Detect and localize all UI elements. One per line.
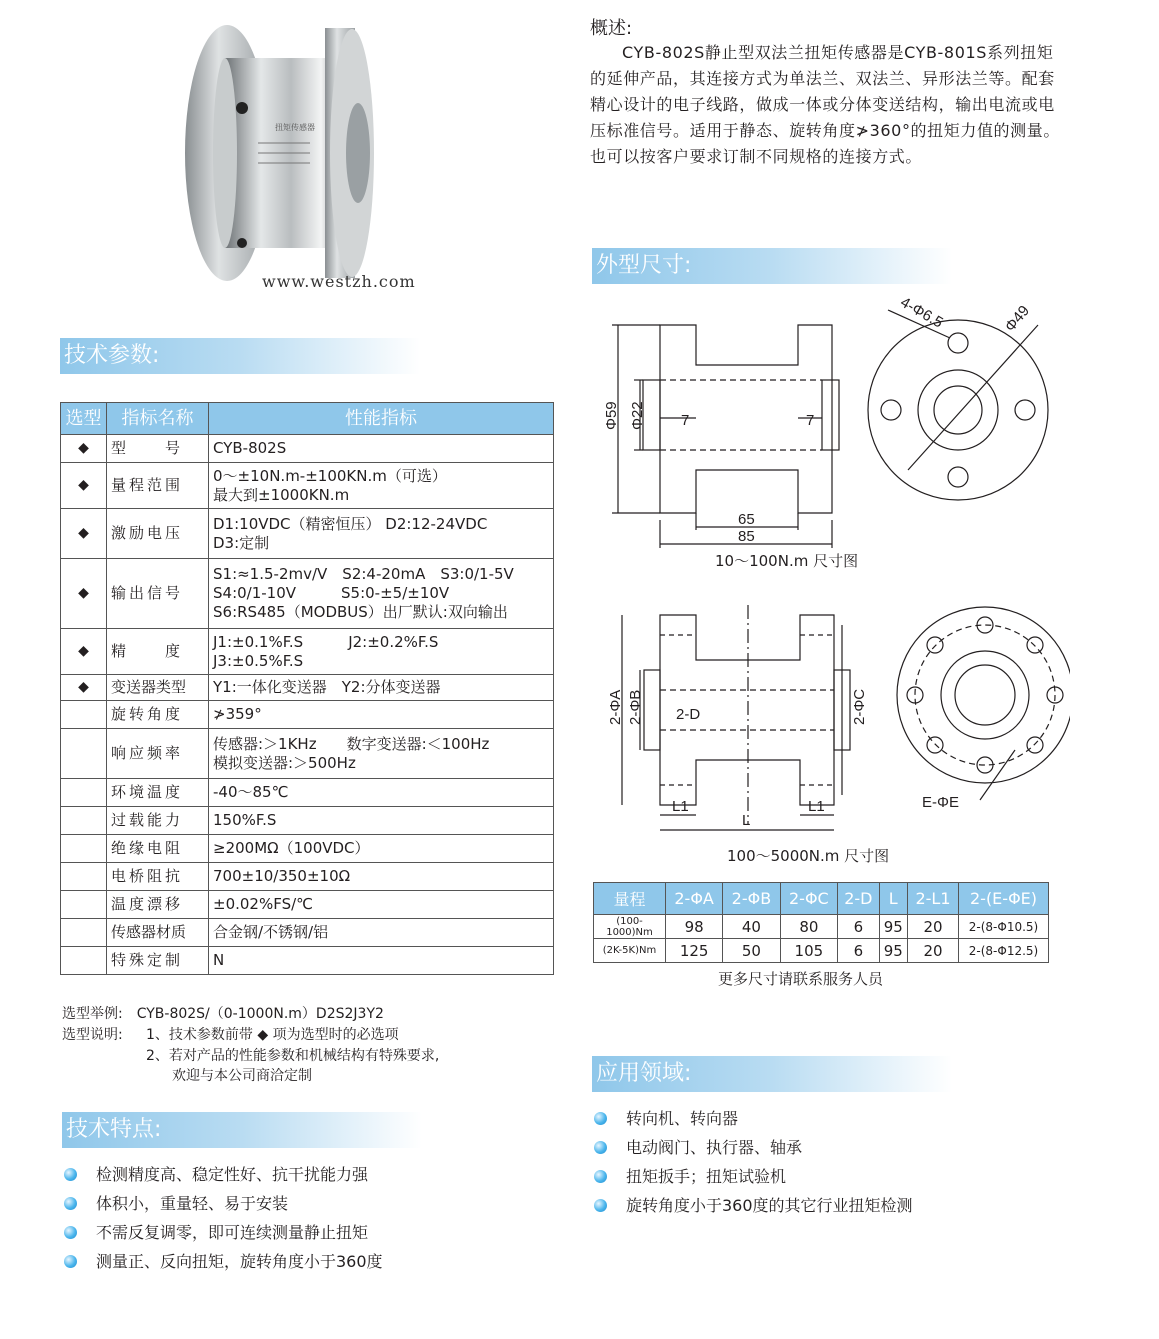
param-name: 温度漂移 xyxy=(107,891,209,919)
dim-phi59: Φ59 xyxy=(603,401,620,430)
param-value: S1:≈1.5-2mv/V S2:4-20mA S3:0/1-5V xyxy=(213,565,514,583)
dim-cell: 95 xyxy=(879,915,907,939)
drawing1-caption: 10～100N.m 尺寸图 xyxy=(715,552,859,570)
table-row xyxy=(61,807,554,835)
bullet-icon xyxy=(64,1197,77,1210)
spec-table xyxy=(60,402,554,975)
list-item xyxy=(592,1191,913,1220)
dim-2-D: 2-D xyxy=(676,706,701,723)
dim-E-phiE: E-ΦE xyxy=(922,794,959,811)
dim-table-note: 更多尺寸请联系服务人员 xyxy=(718,970,884,988)
param-name: 传感器材质 xyxy=(107,919,209,947)
param-name: 型 号 xyxy=(107,435,209,463)
dim-L1-right: L1 xyxy=(808,798,825,815)
bullet-icon xyxy=(64,1255,77,1268)
param-value: CYB-802S xyxy=(213,439,287,457)
section-applications: 应用领域: xyxy=(592,1056,952,1092)
param-value: S4:0/1-10V S5:0-±5/±10V xyxy=(213,584,450,602)
dim-seven-left: 7 xyxy=(681,412,690,429)
param-value: 传感器:＞1KHz 数字变送器:＜100Hz xyxy=(213,734,490,753)
param-value: J1:±0.1%F.S J2:±0.2%F.S xyxy=(213,632,439,651)
bullet-icon xyxy=(594,1199,607,1212)
dim-header: 2-(E-ΦE) xyxy=(959,883,1049,915)
param-name: 电桥阻抗 xyxy=(107,863,209,891)
dim-cell: (2K-5K)Nm xyxy=(594,939,666,963)
selection-example: 选型举例: CYB-802S/（0-1000N.m）D2S2J3Y2 xyxy=(62,1006,384,1022)
selection-note-3: 欢迎与本公司商洽定制 xyxy=(172,1068,312,1084)
dim-header-row xyxy=(594,883,1049,915)
param-name: 激励电压 xyxy=(107,509,209,559)
param-value: 模拟变送器:＞500Hz xyxy=(213,753,356,772)
dim-L: L xyxy=(742,812,751,829)
select-marker xyxy=(61,835,107,863)
dim-2-phiC: 2-ΦC xyxy=(851,688,868,725)
dim-65: 65 xyxy=(738,511,755,528)
param-name: 响应频率 xyxy=(107,729,209,779)
selection-note-label: 选型说明: xyxy=(62,1027,123,1043)
dim-seven-right: 7 xyxy=(806,412,815,429)
param-value: 合金钢/不锈钢/铝 xyxy=(213,923,329,941)
overview-text: CYB-802S静止型双法兰扭矩传感器是CYB-801S系列扭矩的延伸产品，其连接方式为单法兰、双法兰、异形法兰等。配套精心设计的电子线路，做成一体或分体变送结构，输出电流或电压标准信号。适用于静态、旋转角度≯360°的扭矩力值的测量。也可以按客户要求订制不同规格的连接方式。 xyxy=(590,43,1060,166)
selection-note-1: 1、技术参数前带 ◆ 项为选型时的必选项 xyxy=(146,1027,399,1043)
param-value: S6:RS485（MODBUS）出厂默认:双向输出 xyxy=(213,603,508,621)
table-row xyxy=(61,729,554,779)
select-marker: ◆ xyxy=(61,675,107,701)
param-value: ≯359° xyxy=(213,705,262,723)
dim-cell: 2-(8-Φ10.5) xyxy=(959,915,1049,939)
bullet-icon xyxy=(594,1170,607,1183)
select-marker xyxy=(61,729,107,779)
product-photo xyxy=(180,18,380,288)
table-row xyxy=(61,891,554,919)
dim-2-phiA: 2-ΦA xyxy=(607,689,624,725)
list-item xyxy=(592,1162,913,1191)
select-marker xyxy=(61,807,107,835)
dim-cell: (100-1000)Nm xyxy=(594,915,666,939)
table-row xyxy=(61,629,554,675)
table-row xyxy=(61,947,554,975)
header-name: 指标名称 xyxy=(107,403,209,435)
list-item xyxy=(62,1218,383,1247)
select-marker: ◆ xyxy=(61,435,107,463)
feature-text: 体积小，重量轻、易于安装 xyxy=(96,1194,289,1213)
table-row xyxy=(61,559,554,629)
dim-cell: 95 xyxy=(879,939,907,963)
features-list xyxy=(62,1160,383,1276)
table-row xyxy=(61,779,554,807)
dimension-drawing-large xyxy=(600,605,1070,845)
param-name: 量程范围 xyxy=(107,463,209,509)
overview-title: 概述: xyxy=(590,18,633,39)
dim-header: 2-D xyxy=(838,883,879,915)
dim-4-phi6-5: 4-Φ6.5 xyxy=(897,293,946,332)
feature-text: 不需反复调零，即可连续测量静止扭矩 xyxy=(96,1223,369,1242)
select-marker xyxy=(61,891,107,919)
website-url[interactable]: www.westzh.com xyxy=(262,272,416,291)
dim-cell: 98 xyxy=(666,915,723,939)
select-marker: ◆ xyxy=(61,559,107,629)
dim-cell: 40 xyxy=(723,915,780,939)
table-row xyxy=(61,675,554,701)
spec-header-row xyxy=(61,403,554,435)
applications-list xyxy=(592,1104,913,1220)
section-features: 技术特点: xyxy=(62,1112,422,1148)
header-selection: 选型 xyxy=(61,403,107,435)
param-name: 环境温度 xyxy=(107,779,209,807)
param-name: 旋转角度 xyxy=(107,701,209,729)
dim-header: L xyxy=(879,883,907,915)
select-marker xyxy=(61,919,107,947)
table-row xyxy=(61,863,554,891)
param-value: N xyxy=(213,951,225,969)
selection-note-2: 2、若对产品的性能参数和机械结构有特殊要求, xyxy=(146,1048,440,1064)
svg-text:扭矩传感器: 扭矩传感器 xyxy=(275,123,315,132)
dim-header: 2-ΦA xyxy=(666,883,723,915)
dim-phi22: Φ22 xyxy=(629,401,646,430)
table-row xyxy=(61,919,554,947)
bullet-icon xyxy=(64,1168,77,1181)
dimension-drawing-small xyxy=(588,280,1068,580)
select-marker xyxy=(61,863,107,891)
param-value: D3:定制 xyxy=(213,533,270,552)
param-name: 绝缘电阻 xyxy=(107,835,209,863)
feature-text: 检测精度高、稳定性好、抗干扰能力强 xyxy=(96,1165,369,1184)
application-text: 旋转角度小于360度的其它行业扭矩检测 xyxy=(626,1196,913,1215)
table-row xyxy=(61,435,554,463)
select-marker xyxy=(61,701,107,729)
select-marker: ◆ xyxy=(61,629,107,675)
dim-cell: 20 xyxy=(907,915,958,939)
param-name: 特殊定制 xyxy=(107,947,209,975)
param-value: 700±10/350±10Ω xyxy=(213,867,351,885)
table-row xyxy=(594,915,1049,939)
drawing2-caption: 100～5000N.m 尺寸图 xyxy=(727,847,890,865)
dim-cell: 20 xyxy=(907,939,958,963)
dim-phi49: Φ49 xyxy=(1001,302,1034,336)
param-value: ≥200MΩ（100VDC） xyxy=(213,839,370,857)
dim-cell: 6 xyxy=(838,915,879,939)
dim-cell: 6 xyxy=(838,939,879,963)
table-row xyxy=(61,701,554,729)
table-row xyxy=(61,463,554,509)
select-marker: ◆ xyxy=(61,509,107,559)
table-row xyxy=(61,509,554,559)
param-name: 变送器类型 xyxy=(107,675,209,701)
select-marker xyxy=(61,779,107,807)
param-value: -40～85℃ xyxy=(213,783,289,801)
select-marker: ◆ xyxy=(61,463,107,509)
dim-header: 2-ΦB xyxy=(723,883,780,915)
list-item xyxy=(592,1133,913,1162)
dim-cell: 125 xyxy=(666,939,723,963)
dim-cell: 50 xyxy=(723,939,780,963)
section-dimensions: 外型尺寸: xyxy=(592,248,952,284)
bullet-icon xyxy=(64,1226,77,1239)
param-name: 精 度 xyxy=(107,629,209,675)
list-item xyxy=(62,1189,383,1218)
dim-85: 85 xyxy=(738,528,755,545)
param-name: 过载能力 xyxy=(107,807,209,835)
dim-header: 2-L1 xyxy=(907,883,958,915)
param-name: 输出信号 xyxy=(107,559,209,629)
select-marker xyxy=(61,947,107,975)
table-row xyxy=(594,939,1049,963)
dim-cell: 105 xyxy=(780,939,838,963)
param-value: 最大到±1000KN.m xyxy=(213,485,350,504)
param-value: Y1:一体化变送器 Y2:分体变送器 xyxy=(213,678,441,696)
param-value: 150%F.S xyxy=(213,811,277,829)
dim-2-phiB: 2-ΦB xyxy=(627,689,644,725)
dimension-table xyxy=(593,882,1049,963)
dim-cell: 2-(8-Φ12.5) xyxy=(959,939,1049,963)
dim-L1-left: L1 xyxy=(672,798,689,815)
header-value: 性能指标 xyxy=(209,403,554,435)
dim-cell: 80 xyxy=(780,915,838,939)
feature-text: 测量正、反向扭矩，旋转角度小于360度 xyxy=(96,1252,383,1271)
list-item xyxy=(592,1104,913,1133)
list-item xyxy=(62,1160,383,1189)
bullet-icon xyxy=(594,1141,607,1154)
application-text: 电动阀门、执行器、轴承 xyxy=(626,1138,803,1157)
application-text: 转向机、转向器 xyxy=(626,1109,739,1128)
param-value: D1:10VDC（精密恒压） D2:12-24VDC xyxy=(213,514,488,533)
list-item xyxy=(62,1247,383,1276)
table-row xyxy=(61,835,554,863)
application-text: 扭矩扳手；扭矩试验机 xyxy=(626,1167,787,1186)
dim-header: 2-ΦC xyxy=(780,883,838,915)
section-tech-params: 技术参数: xyxy=(60,338,420,374)
param-value: ±0.02%FS/℃ xyxy=(213,895,314,913)
param-value: J3:±0.5%F.S xyxy=(213,651,304,670)
bullet-icon xyxy=(594,1112,607,1125)
param-value: 0～±10N.m-±100KN.m（可选） xyxy=(213,466,447,485)
dim-header: 量程 xyxy=(594,883,666,915)
